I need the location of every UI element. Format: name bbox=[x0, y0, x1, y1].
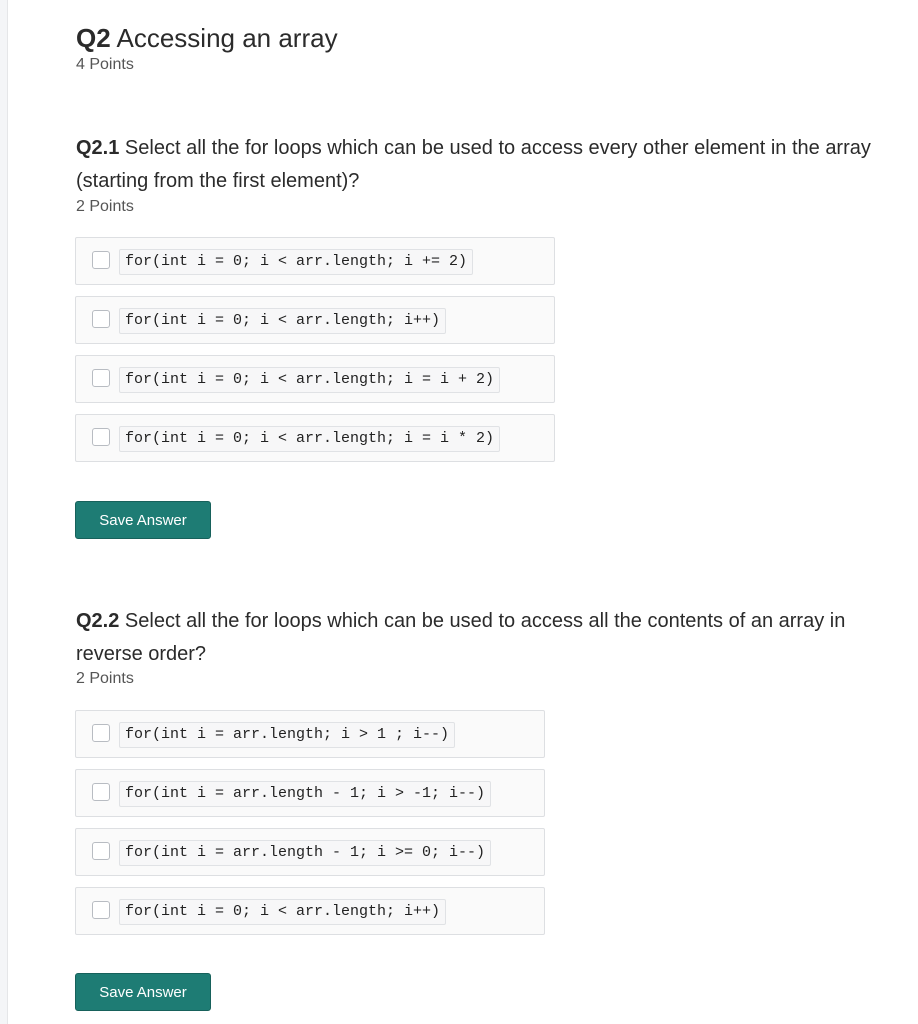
question-page bbox=[7, 0, 918, 1024]
checkbox[interactable] bbox=[92, 783, 110, 801]
save-answer-button-2[interactable]: Save Answer bbox=[75, 973, 211, 1011]
checkbox[interactable] bbox=[92, 842, 110, 860]
option-code: for(int i = 0; i < arr.length; i = i + 2) bbox=[119, 367, 500, 393]
checkbox[interactable] bbox=[92, 369, 110, 387]
subquestion-2-option-4[interactable] bbox=[75, 887, 545, 935]
option-code: for(int i = 0; i < arr.length; i++) bbox=[119, 308, 446, 334]
subquestion-1-points: 2 Points bbox=[76, 198, 134, 215]
save-answer-button-1[interactable]: Save Answer bbox=[75, 501, 211, 539]
subquestion-2-text: Select all the for loops which can be used to access all the contents of an array in reverse order? bbox=[76, 610, 846, 665]
checkbox[interactable] bbox=[92, 310, 110, 328]
option-code: for(int i = 0; i < arr.length; i += 2) bbox=[119, 249, 473, 275]
question-number: Q2 bbox=[76, 23, 111, 53]
checkbox[interactable] bbox=[92, 724, 110, 742]
checkbox[interactable] bbox=[92, 901, 110, 919]
subquestion-1-option-3[interactable] bbox=[75, 355, 555, 403]
option-code: for(int i = arr.length - 1; i > -1; i--) bbox=[119, 781, 491, 807]
question-title bbox=[76, 22, 338, 54]
subquestion-1-option-2[interactable] bbox=[75, 296, 555, 344]
option-code: for(int i = arr.length; i > 1 ; i--) bbox=[119, 722, 455, 748]
question-points: 4 Points bbox=[76, 56, 134, 73]
checkbox[interactable] bbox=[92, 428, 110, 446]
subquestion-1-text: Select all the for loops which can be used to access every other element in the array (starting from the first element)? bbox=[76, 137, 871, 192]
subquestion-2-option-2[interactable] bbox=[75, 769, 545, 817]
option-code: for(int i = 0; i < arr.length; i = i * 2) bbox=[119, 426, 500, 452]
checkbox[interactable] bbox=[92, 251, 110, 269]
option-code: for(int i = 0; i < arr.length; i++) bbox=[119, 899, 446, 925]
question-title-text: Accessing an array bbox=[116, 23, 338, 53]
subquestion-2-option-3[interactable] bbox=[75, 828, 545, 876]
subquestion-2-number: Q2.2 bbox=[76, 610, 120, 632]
subquestion-2-option-1[interactable] bbox=[75, 710, 545, 758]
subquestion-1-option-1[interactable] bbox=[75, 237, 555, 285]
subquestion-1-option-4[interactable] bbox=[75, 414, 555, 462]
subquestion-1-prompt bbox=[76, 132, 876, 198]
subquestion-1-number: Q2.1 bbox=[76, 137, 120, 159]
subquestion-2-points: 2 Points bbox=[76, 670, 134, 687]
subquestion-2-prompt bbox=[76, 605, 876, 671]
option-code: for(int i = arr.length - 1; i >= 0; i--) bbox=[119, 840, 491, 866]
